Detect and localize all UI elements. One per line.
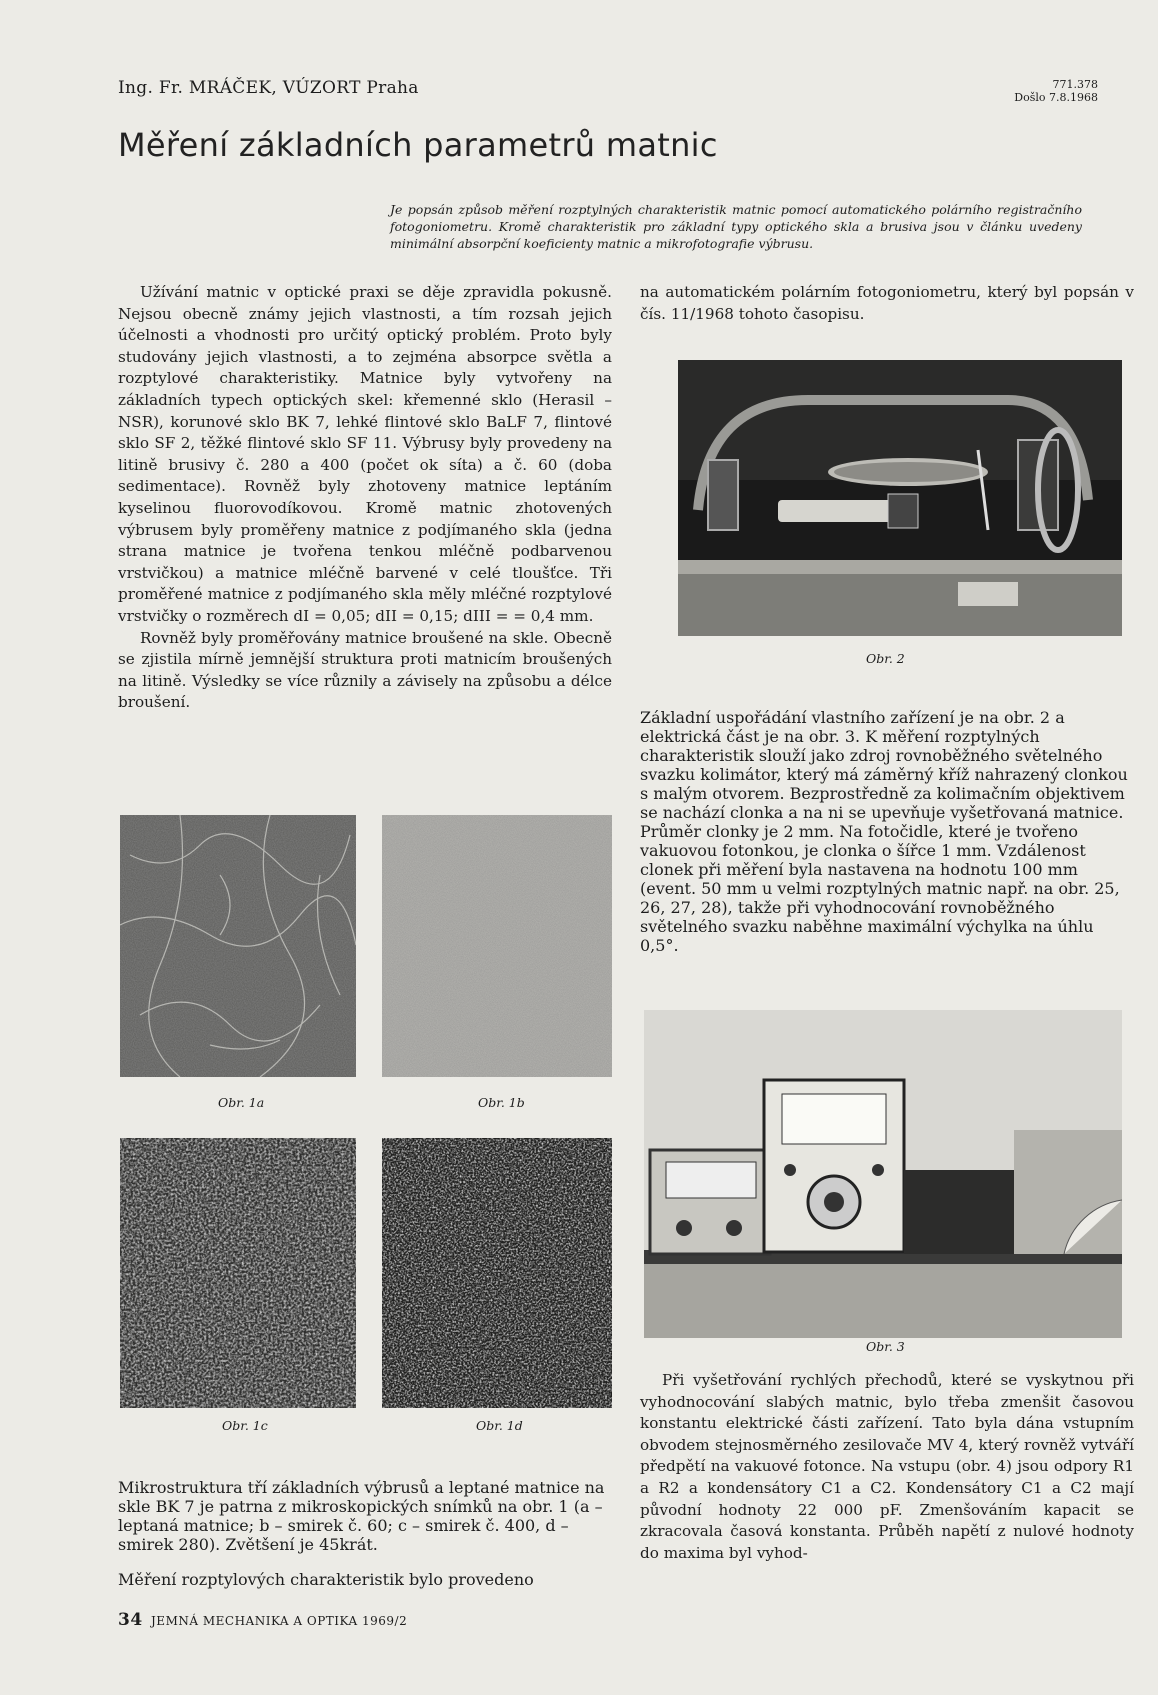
figure-3-photo	[644, 1010, 1122, 1338]
right-column-middle	[640, 692, 1134, 971]
received-date: Došlo 7.8.1968	[1014, 91, 1098, 104]
paragraph-goniometer: na automatickém polárním fotogoniometru, který byl popsán v čís. 11/1968 tohoto časopisu.	[640, 283, 1134, 323]
figure-2-photo	[678, 360, 1122, 636]
right-column-top	[640, 282, 1134, 325]
left-column-bottom	[118, 1462, 612, 1605]
figure-1a-micrograph	[120, 815, 356, 1077]
figure-1a-caption: Obr. 1a	[218, 1095, 265, 1110]
article-author: Ing. Fr. MRÁČEK, VÚZORT Praha	[118, 78, 419, 98]
figure-1d-micrograph	[382, 1138, 612, 1408]
paragraph-setup: Základní uspořádání vlastního zařízení je na obr. 2 a elektrická část je na obr. 3. K měření rozptylných charakteristik slouží jako zdroj rovnoběžného světelného svazku kolimátor, který má záměrný kříž nahrazený clonkou s malým otvorem. Bezprostředně za kolimačním objektivem se nachází clonka a na ni se upevňuje vyšetřovaná matnice. Průměr clonky je 2 mm. Na fotočidle, které je tvořeno vakuovou fotonkou, je clonka o šířce 1 mm. Vzdálenost clonek při měření byla nastavena na hodnotu 100 mm (event. 50 mm u velmi rozptylných matnic např. na obr. 25, 26, 27, 28), takže při vyhodnocování rovnoběžného světelného svazku naběhne maximální výchylka na úhlu 0,5°.	[640, 708, 1128, 955]
figure-1b-caption: Obr. 1b	[478, 1095, 525, 1110]
figure-2-caption: Obr. 2	[866, 651, 905, 666]
figure-1b-micrograph	[382, 815, 612, 1077]
paragraph-intro: Užívání matnic v optické praxi se děje zpravidla pokusně. Nejsou obecně známy jejich vlastnosti, a tím rozsah jejich účelnosti a vhodnosti pro určitý optický problém. Proto byly studovány jejich vlastnosti, a to zejména absorpce světla a rozptylové charakteristiky. Matnice byly vytvořeny na základních typech optických skel: křemenné sklo (Herasil – NSR), korunové sklo BK 7, lehké flintové sklo BaLF 7, flintové sklo SF 2, těžké flintové sklo SF 11. Výbrusy byly provedeny na litině brusivy č. 280 a 400 (počet ok síta) a č. 60 (doba sedimentace). Rovněž byly zhotoveny matnice leptáním kyselinou fluorovodíkovou. Kromě matnic zhotovených výbrusem byly proměřeny matnice z podjímaného skla (jedna strana matnice je tvořena tenkou mléčně podbarvenou vrstvičkou) a matnice mléčně barvené v celé tloušťce. Tři proměřené matnice z podjímaného skla měly mléčné rozptylové vrstvičky o rozměrech dI = 0,05; dII = 0,15; dIII = = 0,4 mm.	[118, 283, 612, 625]
udc-code: 771.378	[1052, 78, 1098, 91]
paragraph-measurement-start: Měření rozptylových charakteristik bylo provedeno	[118, 1570, 534, 1589]
figure-1c-caption: Obr. 1c	[222, 1418, 268, 1433]
figure-1d-caption: Obr. 1d	[476, 1418, 523, 1433]
paragraph-microstructure: Mikrostruktura tří základních výbrusů a leptané matnice na skle BK 7 je patrna z mikroskopických snímků na obr. 1 (a – leptaná matnice; b – smirek č. 60; c – smirek č. 400, d – smirek 280). Zvětšení je 45krát.	[118, 1478, 605, 1554]
article-meta	[1014, 78, 1098, 104]
journal-name: JEMNÁ MECHANIKA A OPTIKA 1969/2	[151, 1614, 408, 1628]
page-number: 34	[118, 1610, 143, 1630]
page-footer	[118, 1610, 407, 1630]
figure-3-caption: Obr. 3	[866, 1339, 905, 1354]
paragraph-glass-grinding: Rovněž byly proměřovány matnice broušené na skle. Obecně se zjistila mírně jemnější struktura proti matnicím broušených na litině. Výsledky se více různily a závisely na způsobu a délce broušení.	[118, 628, 612, 712]
figure-1c-micrograph	[120, 1138, 356, 1408]
article-title: Měření základních parametrů matnic	[118, 126, 718, 164]
left-column	[118, 282, 612, 714]
article-abstract: Je popsán způsob měření rozptylných charakteristik matnic pomocí automatického polárního registračního fotogoniometru. Kromě charakteristik pro základní typy optického skla a brusiva jsou v článku uvedeny minimální absorpční koeficienty matnic a mikrofotografie výbrusu.	[390, 202, 1082, 251]
paragraph-time-constant: Při vyšetřování rychlých přechodů, které se vyskytnou při vyhodnocování slabých matnic, bylo třeba zmenšit časovou konstantu elektrické části zařízení. Tato byla dána vstupním obvodem stejnosměrného zesilovače MV 4, který rovněž vytváří předpětí na vakuové fotonce. Na vstupu (obr. 4) jsou odpory R1 a R2 a kondensátory C1 a C2. Kondensátory C1 a C2 mají původní hodnoty 22 000 pF. Zmenšováním kapacit se zkracovala časová konstanta. Průběh napětí z nulové hodnoty do maxima byl vyhod-	[640, 1371, 1134, 1562]
right-column-bottom	[640, 1370, 1134, 1564]
